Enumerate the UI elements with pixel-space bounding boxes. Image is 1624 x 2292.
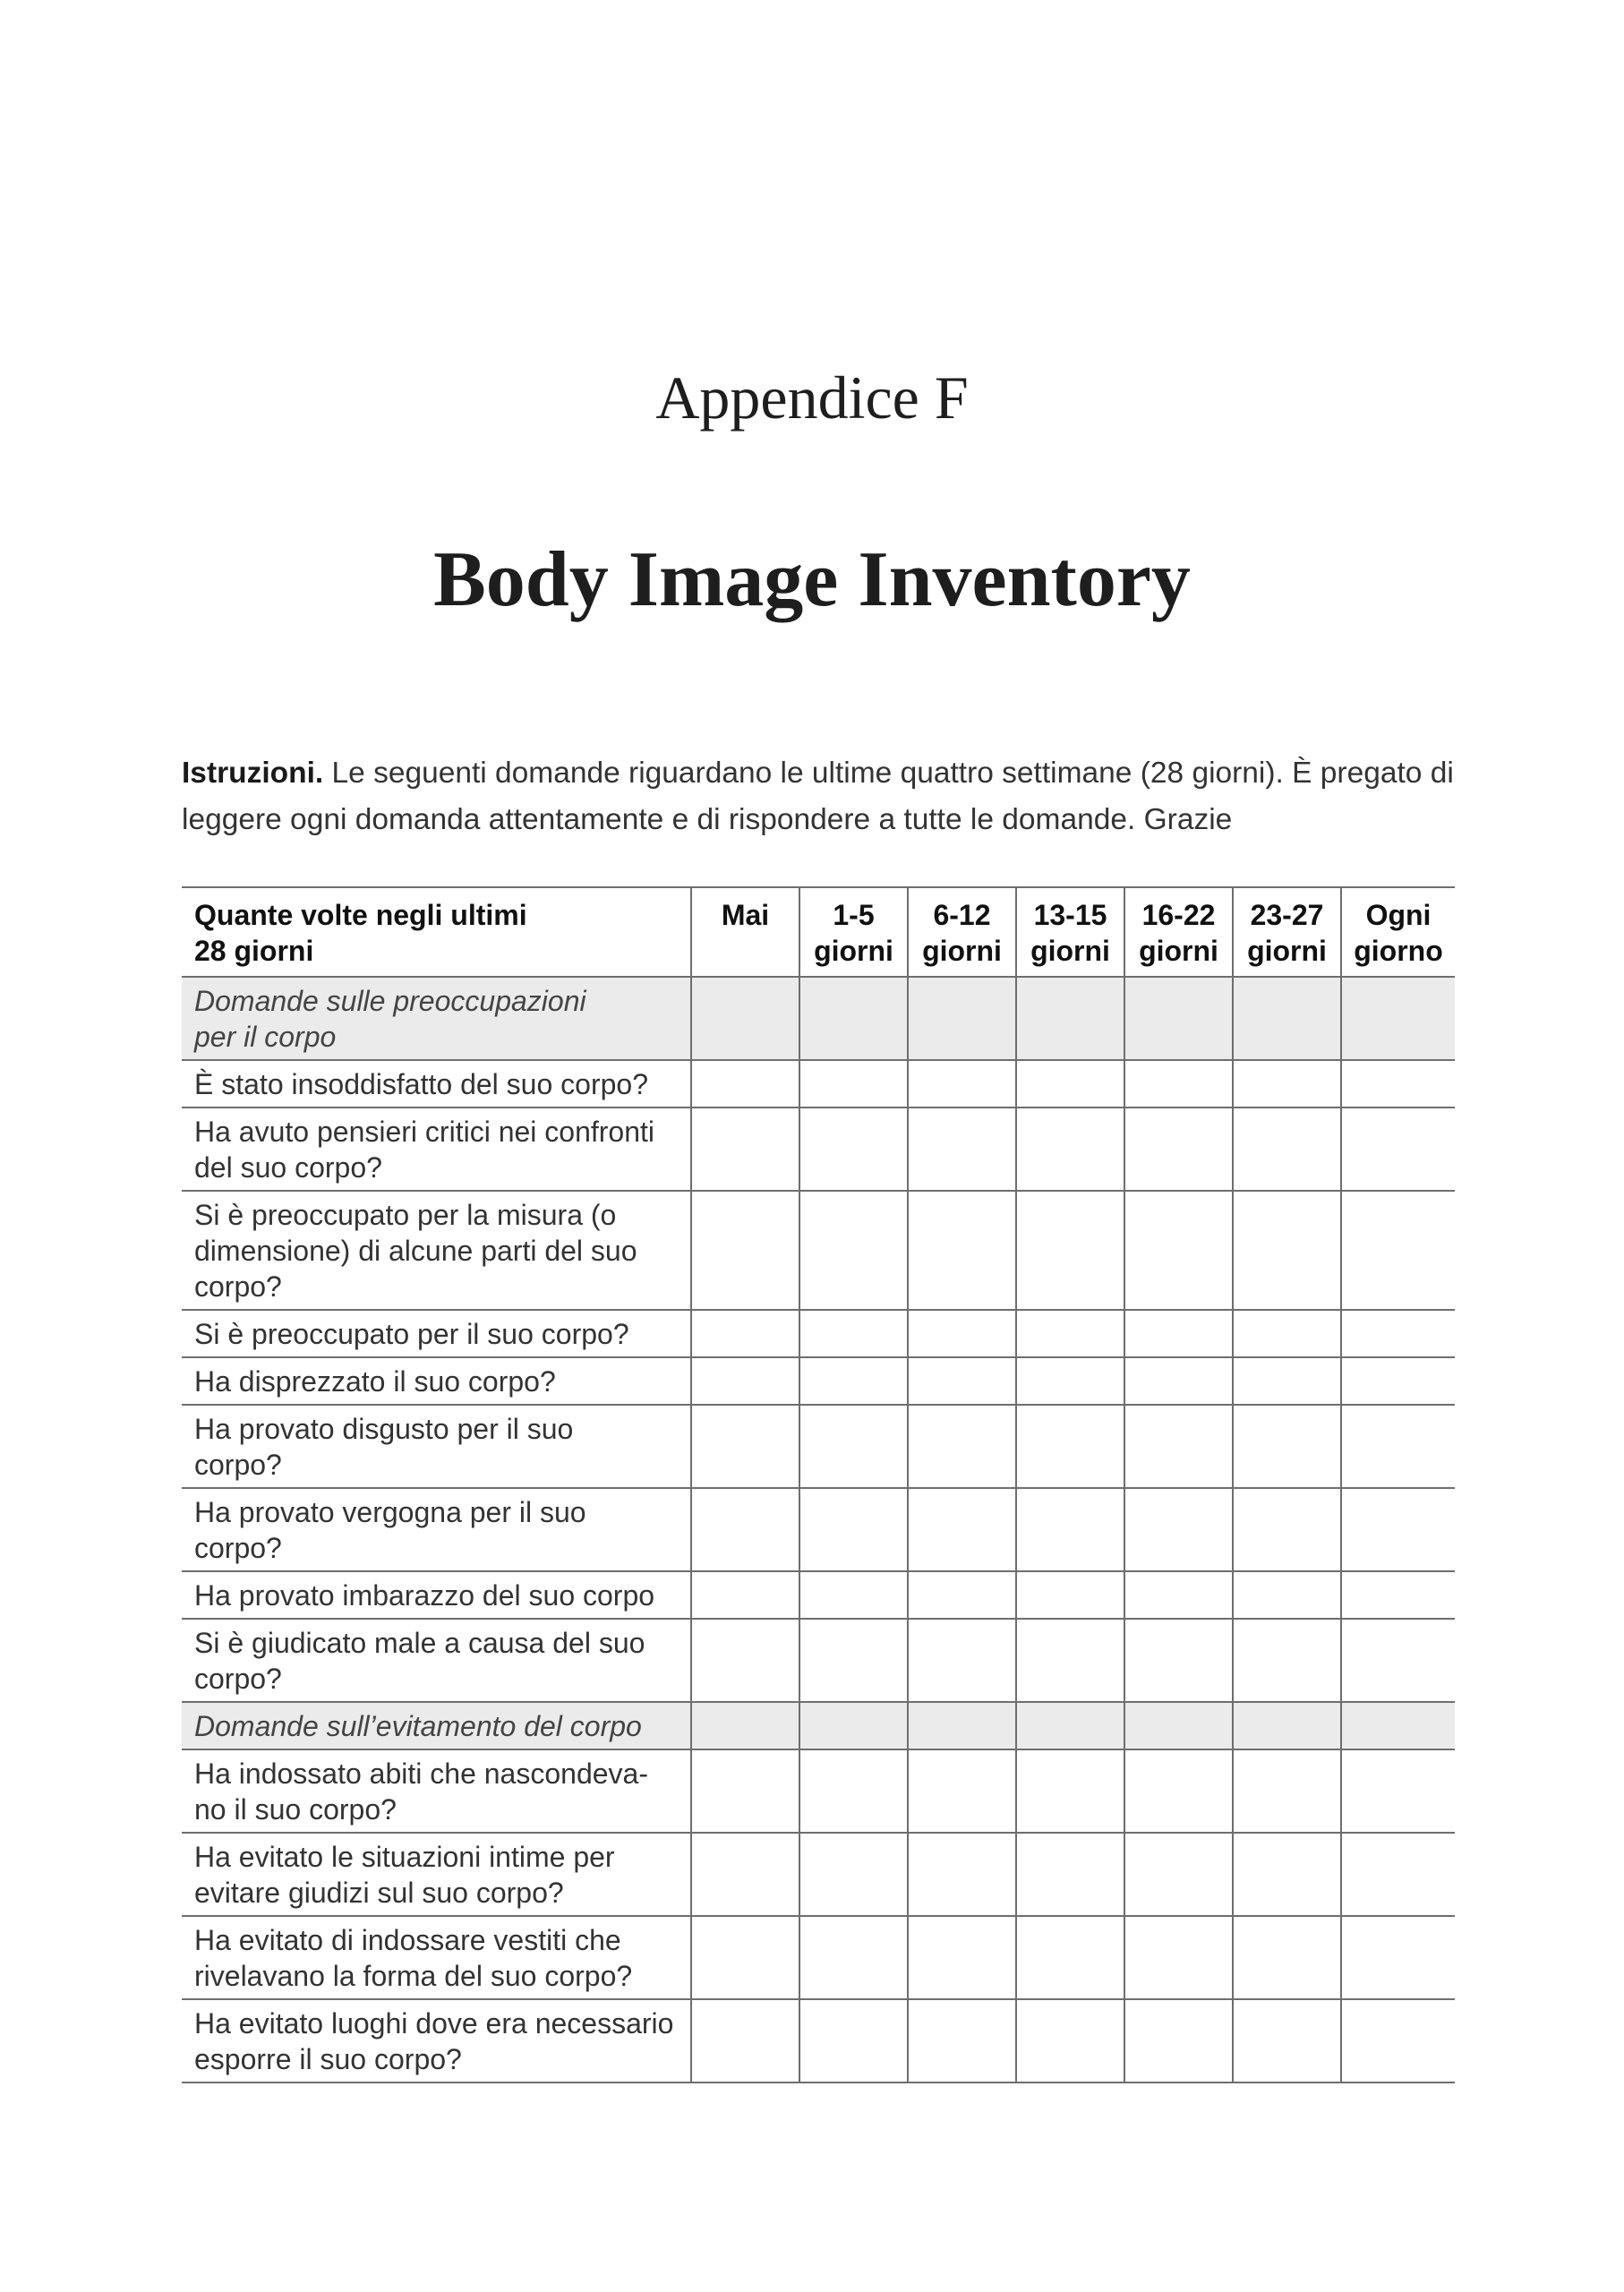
column-header-line: 23-27	[1250, 899, 1324, 931]
answer-cell[interactable]	[691, 1619, 799, 1702]
instructions-lead: Istruzioni.	[182, 757, 324, 790]
answer-cell[interactable]	[1124, 1999, 1233, 2082]
question-cell	[182, 1749, 691, 1833]
section-filler-cell	[1016, 1702, 1124, 1749]
answer-cell[interactable]	[1016, 1191, 1124, 1310]
answer-cell[interactable]	[1124, 1833, 1233, 1916]
answer-cell[interactable]	[799, 1191, 908, 1310]
answer-cell[interactable]	[799, 1833, 908, 1916]
section-header-row	[182, 1702, 1455, 1749]
answer-cell[interactable]	[1124, 1916, 1233, 1999]
question-text-line: Ha avuto pensieri critici nei confronti	[194, 1116, 655, 1148]
question-text-line: corpo?	[194, 1532, 282, 1564]
section-filler-cell	[1341, 1702, 1455, 1749]
section-title-cell	[182, 977, 691, 1060]
question-cell	[182, 1405, 691, 1488]
answer-cell[interactable]	[691, 1310, 799, 1357]
table-row	[182, 1060, 1455, 1108]
question-text-line: evitare giudizi sul suo corpo?	[194, 1877, 564, 1909]
answer-cell[interactable]	[1016, 1916, 1124, 1999]
column-header-line: 1-5	[833, 899, 875, 931]
question-cell	[182, 1108, 691, 1191]
section-filler-cell	[691, 977, 799, 1060]
answer-cell[interactable]	[1341, 1060, 1455, 1108]
answer-cell[interactable]	[1233, 1108, 1341, 1191]
answer-cell[interactable]	[908, 1749, 1016, 1833]
answer-cell[interactable]	[1341, 1916, 1455, 1999]
question-text-line: Ha provato imbarazzo del suo corpo	[194, 1579, 655, 1612]
answer-cell[interactable]	[1016, 1999, 1124, 2082]
section-title-line: per il corpo	[194, 1021, 337, 1053]
answer-cell[interactable]	[1124, 1405, 1233, 1488]
section-header-row	[182, 977, 1455, 1060]
question-text-line: Si è preoccupato per la misura (o	[194, 1199, 617, 1231]
question-cell	[182, 1191, 691, 1310]
question-cell	[182, 1060, 691, 1108]
answer-cell[interactable]	[691, 1060, 799, 1108]
question-cell	[182, 1833, 691, 1916]
frequency-column-header	[691, 887, 799, 977]
answer-cell[interactable]	[799, 1999, 908, 2082]
question-text-line: Ha disprezzato il suo corpo?	[194, 1365, 556, 1398]
column-header-line: giorni	[1139, 935, 1218, 967]
answer-cell[interactable]	[1341, 1108, 1455, 1191]
answer-cell[interactable]	[1124, 1060, 1233, 1108]
table-row	[182, 1488, 1455, 1571]
question-cell	[182, 1310, 691, 1357]
column-header-line: giorno	[1354, 935, 1443, 967]
section-filler-cell	[908, 1702, 1016, 1749]
answer-cell[interactable]	[1016, 1357, 1124, 1405]
frequency-column-header	[1016, 887, 1124, 977]
answer-cell[interactable]	[1233, 1405, 1341, 1488]
answer-cell[interactable]	[1233, 1571, 1341, 1619]
question-text-line: del suo corpo?	[194, 1151, 382, 1184]
answer-cell[interactable]	[1016, 1405, 1124, 1488]
table-row	[182, 1571, 1455, 1619]
instructions-paragraph	[182, 750, 1462, 843]
answer-cell[interactable]	[1341, 1310, 1455, 1357]
answer-cell[interactable]	[1233, 1619, 1341, 1702]
table-row	[182, 1916, 1455, 1999]
answer-cell[interactable]	[1233, 1357, 1341, 1405]
answer-cell[interactable]	[1124, 1310, 1233, 1357]
answer-cell[interactable]	[1016, 1749, 1124, 1833]
answer-cell[interactable]	[1233, 1191, 1341, 1310]
table-body	[182, 977, 1455, 2082]
question-text-line: esporre il suo corpo?	[194, 2043, 462, 2075]
answer-cell[interactable]	[1124, 1488, 1233, 1571]
answer-cell[interactable]	[1124, 1191, 1233, 1310]
frequency-column-header	[908, 887, 1016, 977]
answer-cell[interactable]	[799, 1060, 908, 1108]
section-filler-cell	[799, 1702, 908, 1749]
answer-cell[interactable]	[1341, 1405, 1455, 1488]
question-text-line: corpo?	[194, 1270, 282, 1303]
answer-cell[interactable]	[1341, 1833, 1455, 1916]
answer-cell[interactable]	[908, 1310, 1016, 1357]
column-header-line: giorni	[1030, 935, 1110, 967]
answer-cell[interactable]	[691, 1191, 799, 1310]
question-text-line: rivelavano la forma del suo corpo?	[194, 1960, 633, 1992]
answer-cell[interactable]	[1233, 1488, 1341, 1571]
answer-cell[interactable]	[1341, 1999, 1455, 2082]
question-text-line: Ha evitato di indossare vestiti che	[194, 1924, 621, 1956]
answer-cell[interactable]	[1341, 1191, 1455, 1310]
answer-cell[interactable]	[799, 1488, 908, 1571]
question-header-line: 28 giorni	[194, 935, 314, 967]
answer-cell[interactable]	[1341, 1357, 1455, 1405]
column-header-line: Mai	[721, 899, 770, 931]
section-filler-cell	[1016, 977, 1124, 1060]
column-header-line: Ogni	[1365, 899, 1432, 931]
question-text-line: corpo?	[194, 1449, 282, 1481]
answer-cell[interactable]	[1016, 1619, 1124, 1702]
answer-cell[interactable]	[1016, 1310, 1124, 1357]
section-filler-cell	[1233, 977, 1341, 1060]
answer-cell[interactable]	[799, 1916, 908, 1999]
question-text-line: corpo?	[194, 1663, 282, 1695]
column-header-line: giorni	[1247, 935, 1327, 967]
answer-cell[interactable]	[1124, 1749, 1233, 1833]
question-cell	[182, 1916, 691, 1999]
section-filler-cell	[691, 1702, 799, 1749]
answer-cell[interactable]	[908, 1108, 1016, 1191]
section-title-line: Domande sulle preoccupazioni	[194, 985, 586, 1017]
answer-cell[interactable]	[691, 1999, 799, 2082]
section-title-line: Domande sull’evitamento del corpo	[194, 1710, 642, 1742]
answer-cell[interactable]	[1016, 1571, 1124, 1619]
answer-cell[interactable]	[1124, 1619, 1233, 1702]
answer-cell[interactable]	[1233, 1060, 1341, 1108]
answer-cell[interactable]	[1341, 1571, 1455, 1619]
answer-cell[interactable]	[691, 1405, 799, 1488]
answer-cell[interactable]	[1341, 1749, 1455, 1833]
answer-cell[interactable]	[1233, 1833, 1341, 1916]
answer-cell[interactable]	[908, 1191, 1016, 1310]
answer-cell[interactable]	[908, 1488, 1016, 1571]
answer-cell[interactable]	[799, 1571, 908, 1619]
answer-cell[interactable]	[691, 1108, 799, 1191]
section-filler-cell	[908, 977, 1016, 1060]
table-row	[182, 1191, 1455, 1310]
table-row	[182, 1749, 1455, 1833]
question-text-line: Ha evitato luoghi dove era necessario	[194, 2007, 674, 2040]
table-row	[182, 1999, 1455, 2082]
answer-cell[interactable]	[908, 1999, 1016, 2082]
answer-cell[interactable]	[691, 1916, 799, 1999]
answer-cell[interactable]	[1341, 1619, 1455, 1702]
answer-cell[interactable]	[799, 1108, 908, 1191]
question-cell	[182, 1999, 691, 2082]
column-header-line: giorni	[922, 935, 1002, 967]
answer-cell[interactable]	[799, 1619, 908, 1702]
answer-cell[interactable]	[908, 1571, 1016, 1619]
question-column-header	[182, 887, 691, 977]
column-header-line: 16-22	[1141, 899, 1216, 931]
frequency-column-header	[1124, 887, 1233, 977]
question-cell	[182, 1619, 691, 1702]
answer-cell[interactable]	[799, 1310, 908, 1357]
answer-cell[interactable]	[1233, 1749, 1341, 1833]
table-row	[182, 1108, 1455, 1191]
column-header-line: giorni	[814, 935, 893, 967]
answer-cell[interactable]	[908, 1405, 1016, 1488]
answer-cell[interactable]	[1233, 1916, 1341, 1999]
answer-cell[interactable]	[1233, 1999, 1341, 2082]
answer-cell[interactable]	[1124, 1357, 1233, 1405]
answer-cell[interactable]	[1016, 1060, 1124, 1108]
frequency-column-header	[1341, 887, 1455, 977]
answer-cell[interactable]	[1016, 1488, 1124, 1571]
answer-cell[interactable]	[1124, 1571, 1233, 1619]
answer-cell[interactable]	[1016, 1833, 1124, 1916]
section-title-cell	[182, 1702, 691, 1749]
answer-cell[interactable]	[1124, 1108, 1233, 1191]
column-header-line: 6-12	[933, 899, 991, 931]
question-text-line: Ha provato vergogna per il suo	[194, 1496, 586, 1528]
table-row	[182, 1619, 1455, 1702]
answer-cell[interactable]	[799, 1405, 908, 1488]
document-title: Body Image Inventory	[433, 536, 1191, 623]
instructions-text: Le seguenti domande riguardano le ultime quattro settimane (28 giorni). È pregato di leggere ogni domanda attentamente e di rispondere a tutte le domande. Grazie	[182, 757, 1454, 836]
question-text-line: Ha provato disgusto per il suo	[194, 1413, 574, 1445]
table-row	[182, 1833, 1455, 1916]
frequency-column-header	[1233, 887, 1341, 977]
answer-cell[interactable]	[799, 1749, 908, 1833]
frequency-column-header	[799, 887, 908, 977]
section-filler-cell	[1124, 1702, 1233, 1749]
answer-cell[interactable]	[799, 1357, 908, 1405]
answer-cell[interactable]	[908, 1916, 1016, 1999]
answer-cell[interactable]	[908, 1060, 1016, 1108]
question-header-line: Quante volte negli ultimi	[194, 899, 527, 931]
table-row	[182, 1405, 1455, 1488]
question-text-line: Si è preoccupato per il suo corpo?	[194, 1318, 629, 1350]
appendix-label: Appendice F	[655, 363, 969, 432]
answer-cell[interactable]	[908, 1833, 1016, 1916]
section-filler-cell	[1341, 977, 1455, 1060]
answer-cell[interactable]	[908, 1357, 1016, 1405]
inventory-table	[182, 886, 1455, 2083]
answer-cell[interactable]	[1233, 1310, 1341, 1357]
table-row	[182, 1310, 1455, 1357]
question-cell	[182, 1571, 691, 1619]
answer-cell[interactable]	[1016, 1108, 1124, 1191]
table-row	[182, 1357, 1455, 1405]
question-text-line: È stato insoddisfatto del suo corpo?	[194, 1068, 648, 1100]
section-filler-cell	[1233, 1702, 1341, 1749]
question-text-line: dimensione) di alcune parti del suo	[194, 1235, 637, 1267]
table-header-row	[182, 887, 1455, 977]
answer-cell[interactable]	[1341, 1488, 1455, 1571]
answer-cell[interactable]	[691, 1749, 799, 1833]
answer-cell[interactable]	[908, 1619, 1016, 1702]
section-filler-cell	[1124, 977, 1233, 1060]
answer-cell[interactable]	[691, 1571, 799, 1619]
question-text-line: Ha indossato abiti che nascondeva-	[194, 1757, 648, 1790]
question-text-line: no il suo corpo?	[194, 1793, 397, 1826]
question-text-line: Si è giudicato male a causa del suo	[194, 1627, 645, 1659]
question-cell	[182, 1357, 691, 1405]
question-text-line: Ha evitato le situazioni intime per	[194, 1841, 615, 1873]
answer-cell[interactable]	[691, 1833, 799, 1916]
column-header-line: 13-15	[1033, 899, 1107, 931]
question-cell	[182, 1488, 691, 1571]
section-filler-cell	[799, 977, 908, 1060]
answer-cell[interactable]	[691, 1357, 799, 1405]
answer-cell[interactable]	[691, 1488, 799, 1571]
